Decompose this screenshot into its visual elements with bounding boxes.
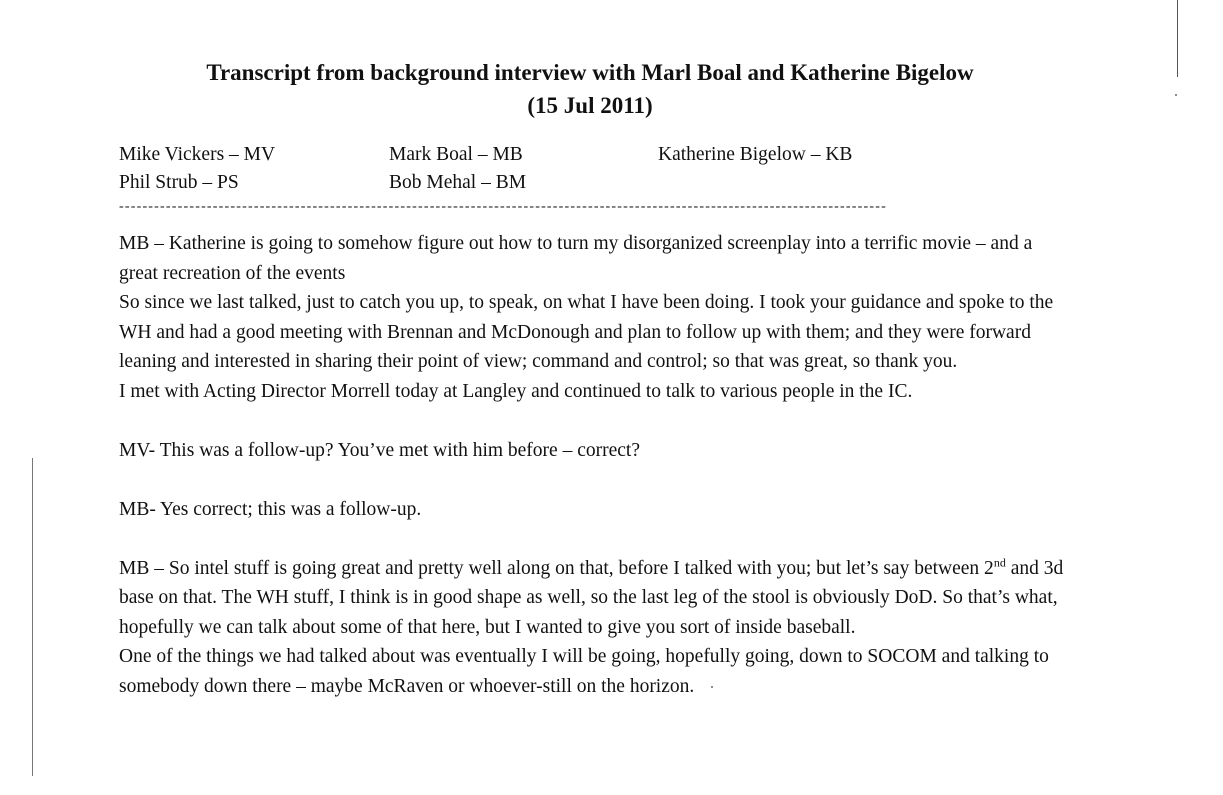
transcript-body (119, 229, 1069, 701)
scan-edge-line (32, 458, 33, 776)
document-title: Transcript from background interview with Marl Boal and Katherine Bigelow (206, 60, 974, 85)
participant-ps: Phil Strub – PS (119, 172, 239, 193)
document-date: (15 Jul 2011) (527, 93, 653, 118)
paragraph-gap (119, 465, 1069, 495)
participant-mv: Mike Vickers – MV (119, 144, 276, 165)
transcript-paragraph: One of the things we had talked about was eventually I will be going, hopefully going, down to SOCOM and talking to somebody down there – maybe McRaven or whoever-still on the horizon. (119, 646, 1049, 697)
separator-line: ----------------------------------------------------------------------------------------------------------------------------------- (119, 200, 887, 214)
transcript-paragraph: MB- Yes correct; this was a follow-up. (119, 498, 422, 520)
transcript-paragraph: MB – Katherine is going to somehow figure out how to turn my disorganized screenplay into a terrific movie – and a great recreation of the events (119, 233, 1033, 284)
paragraph-text: and 3d base on that. The WH stuff, I think is in good shape as well, so the last leg of the stool is obviously DoD. So that’s what, hopefully we can talk about some of that here, but I wanted to give you sort of inside baseball. (119, 557, 1064, 638)
scan-edge-line (1177, 0, 1178, 77)
scan-speck (711, 686, 713, 688)
participants-row (119, 141, 1019, 169)
participant-mb: Mark Boal – MB (389, 144, 523, 165)
transcript-paragraph (119, 554, 1069, 643)
transcript-paragraph: MV- This was a follow-up? You’ve met with him before – correct? (119, 439, 640, 461)
paragraph-text: MB – So intel stuff is going great and pretty well along on that, before I talked with you; but let’s say between 2 (119, 557, 994, 579)
transcript-paragraph: I met with Acting Director Morrell today at Langley and continued to talk to various people in the IC. (119, 380, 913, 402)
ordinal-superscript: nd (993, 555, 1006, 569)
scan-speck (1175, 94, 1177, 96)
participant-bm: Bob Mehal – BM (389, 172, 527, 193)
participants-list (119, 141, 1019, 197)
paragraph-gap (119, 406, 1069, 436)
paragraph-gap (119, 524, 1069, 554)
participant-kb: Katherine Bigelow – KB (658, 144, 853, 165)
participants-row (119, 169, 1019, 197)
transcript-paragraph: So since we last talked, just to catch you up, to speak, on what I have been doing. I took your guidance and spoke to the WH and had a good meeting with Brennan and McDonough and plan to follow up with them; and they were forward leaning and interested in sharing their point of view; command and control; so that was great, so thank you. (119, 292, 1054, 372)
